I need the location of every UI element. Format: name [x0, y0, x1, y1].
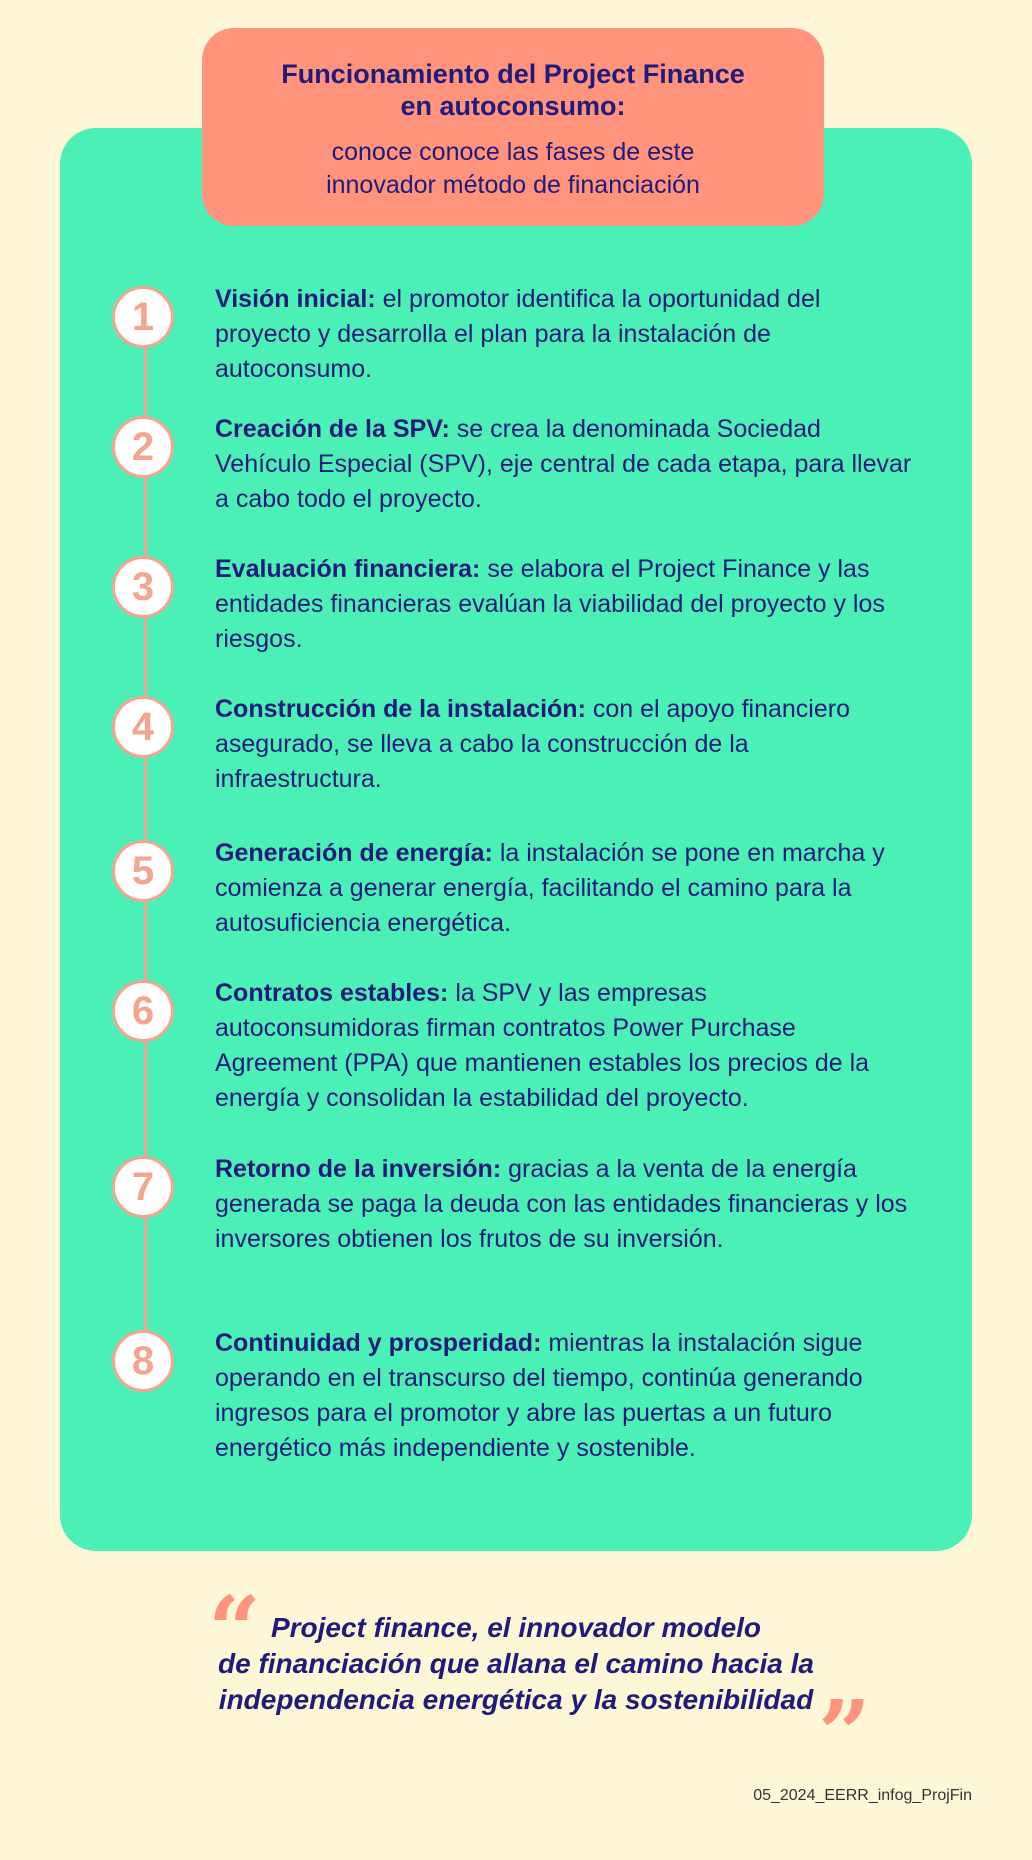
pull-quote — [0, 1610, 1032, 1718]
step-title: Contratos estables: — [215, 979, 449, 1007]
step-body: mientras la instalación sigue operando en el transcurso del tiempo, continúa generando ingresos para el promotor y abre las puertas a un futuro energético más independiente y sostenible. — [215, 1329, 863, 1462]
document-code: 05_2024_EERR_infog_ProjFin — [753, 1787, 972, 1804]
pull-quote-line-1: Project finance, el innovador modelo — [270, 1612, 762, 1643]
step-title: Creación de la SPV: — [215, 415, 450, 443]
step-number-badge: 8 — [112, 1330, 174, 1392]
step-description — [215, 836, 915, 941]
step-number-badge: 1 — [112, 286, 174, 348]
step-description — [215, 1152, 915, 1257]
step-title: Construcción de la instalación: — [215, 695, 586, 723]
step-description — [215, 692, 915, 797]
open-quote-icon: “ — [208, 1576, 261, 1684]
step-body: la instalación se pone en marcha y comienza a generar energía, facilitando el camino para la autosuficiencia energética. — [215, 839, 885, 937]
step-body: con el apoyo financiero asegurado, se lleva a cabo la construcción de la infraestructura. — [215, 695, 850, 793]
step-body: gracias a la venta de la energía generada se paga la deuda con las entidades financieras y los inversores obtienen los frutos de su inversión. — [215, 1155, 908, 1253]
step-description — [215, 552, 915, 657]
step-number-badge: 4 — [112, 696, 174, 758]
step-body: el promotor identifica la oportunidad del proyecto y desarrolla el plan para la instalación de autoconsumo. — [215, 285, 821, 383]
step-title: Retorno de la inversión: — [215, 1155, 502, 1183]
step-title: Continuidad y prosperidad: — [215, 1329, 542, 1357]
step-description — [215, 976, 915, 1116]
pull-quote-line-2: de financiación que allana el camino hacia la — [218, 1648, 814, 1679]
page-title-line-2: en autoconsumo: — [400, 91, 626, 121]
step-number-badge: 3 — [112, 556, 174, 618]
pull-quote-line-3: independencia energética y la sostenibilidad — [218, 1684, 814, 1715]
page-subtitle — [202, 136, 824, 202]
page-subtitle-line-2: innovador método de financiación — [326, 171, 700, 199]
step-number-badge: 5 — [112, 840, 174, 902]
step-description — [215, 282, 915, 387]
step-description — [215, 1326, 915, 1466]
step-number-badge: 2 — [112, 416, 174, 478]
step-number-badge: 7 — [112, 1156, 174, 1218]
page-subtitle-line-1: conoce conoce las fases de este — [331, 138, 695, 166]
step-description — [215, 412, 915, 517]
step-body: la SPV y las empresas autoconsumidoras firman contratos Power Purchase Agreement (PPA) que mantienen estables los precios de la energía y consolidan la estabilidad del proyecto. — [215, 979, 870, 1112]
close-quote-icon: ” — [818, 1680, 871, 1788]
step-number-badge: 6 — [112, 980, 174, 1042]
step-body: se crea la denominada Sociedad Vehículo Especial (SPV), eje central de cada etapa, para llevar a cabo todo el proyecto. — [215, 415, 912, 513]
step-title: Evaluación financiera: — [215, 555, 481, 583]
step-body: se elabora el Project Finance y las entidades financieras evalúan la viabilidad del proyecto y los riesgos. — [215, 555, 885, 653]
step-title: Generación de energía: — [215, 839, 493, 867]
page-title — [202, 58, 824, 122]
page-title-line-1: Funcionamiento del Project Finance — [281, 59, 745, 89]
step-title: Visión inicial: — [215, 285, 376, 313]
header-box — [202, 28, 824, 226]
